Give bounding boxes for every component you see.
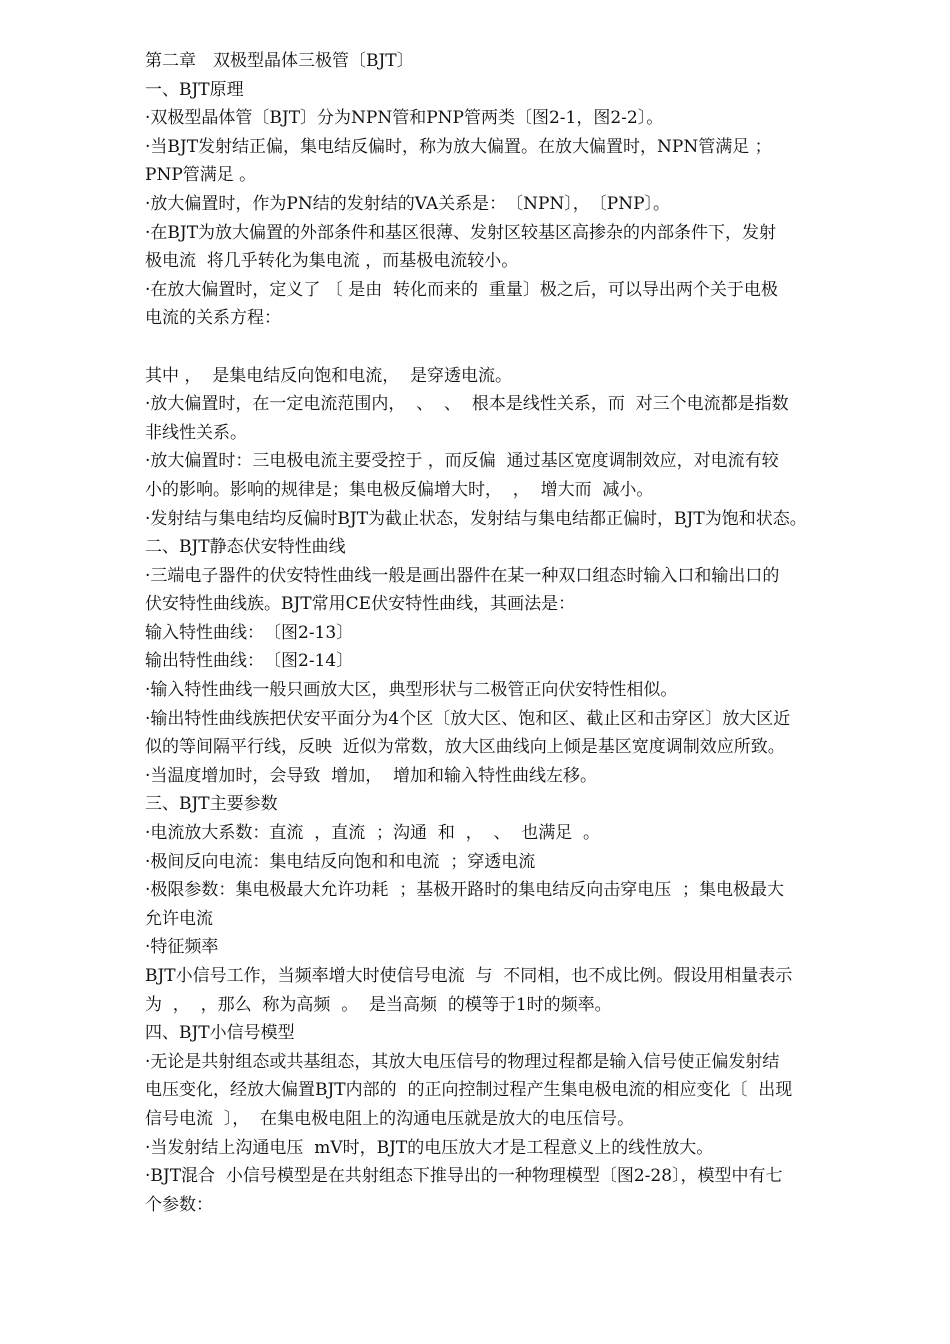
text-line: ·当BJT发射结正偏，集电结反偏时，称为放大偏置。在放大偏置时，NPN管满足 ； xyxy=(145,136,772,157)
text-line: ·放大偏置时，作为PN结的发射结的VA关系是： 〔NPN〕， 〔PNP〕。 xyxy=(145,193,671,214)
text-line: ·输入特性曲线一般只画放大区，典型形状与二极管正向伏安特性相似。 xyxy=(145,680,678,701)
text-line: ·输出特性曲线族把伏安平面分为4个区〔放大区、饱和区、截止区和击穿区〕放大区近 xyxy=(145,708,791,729)
text-line: 输入特性曲线： 〔图2-13〕 xyxy=(145,622,354,643)
section-heading-4: 四、BJT小信号模型 xyxy=(145,1023,295,1044)
text-line: ·无论是共射组态或共基组态，其放大电压信号的物理过程都是输入信号使正偏发射结 xyxy=(145,1051,780,1072)
text-line: PNP管满足 。 xyxy=(145,165,257,186)
text-line: 个参数： xyxy=(145,1194,213,1215)
section-heading-1: 一、BJT原理 xyxy=(145,79,244,100)
text-line: ·放大偏置时：三电极电流主要受控于 ，而反偏 通过基区宽度调制效应，对电流有较 xyxy=(145,451,779,472)
document-body xyxy=(145,47,925,1219)
section-heading-3: 三、BJT主要参数 xyxy=(145,794,278,815)
text-line: ·极限参数：集电极最大允许功耗 ；基极开路时的集电结反向击穿电压 ；集电极最大 xyxy=(145,880,785,901)
text-line: ·BJT混合 小信号模型是在共射组态下推导出的一种物理模型〔图2-28〕，模型中有七 xyxy=(145,1166,783,1187)
text-line: ·特征频率 xyxy=(145,937,219,958)
text-line: 允许电流 xyxy=(145,908,213,929)
text-line: 伏安特性曲线族。BJT常用CE伏安特性曲线，其画法是： xyxy=(145,594,576,615)
text-line: BJT小信号工作，当频率增大时使信号电流 与 不同相，也不成比例。假设用相量表示 xyxy=(145,966,793,986)
text-line: 为 ， ，那么 称为高频 。 是当高频 的模等于1时的频率。 xyxy=(145,994,612,1015)
text-line: 似的等间隔平行线，反映 近似为常数，放大区曲线向上倾是基区宽度调制效应所致。 xyxy=(145,737,785,758)
text-line: 非线性关系。 xyxy=(145,422,247,443)
text-line: ·极间反向电流：集电结反向饱和和电流 ；穿透电流 xyxy=(145,851,536,872)
text-line: 信号电流 〕， 在集电极电阻上的沟通电压就是放大的电压信号。 xyxy=(145,1108,635,1129)
text-line: ·电流放大系数：直流 ，直流 ；沟通 和 ， 、 也满足 。 xyxy=(145,823,601,844)
text-line: 电流的关系方程： xyxy=(145,308,281,329)
text-line: 其中 ， 是集电结反向饱和电流， 是穿透电流。 xyxy=(145,365,513,386)
text-line: ·发射结与集电结均反偏时BJT为截止状态，发射结与集电结都正偏时，BJT为饱和状态。 xyxy=(145,508,807,529)
text-line: ·双极型晶体管〔BJT〕分为NPN管和PNP管两类〔图2-1，图2-2〕。 xyxy=(145,108,664,129)
text-line: ·当温度增加时，会导致 增加， 增加和输入特性曲线左移。 xyxy=(145,765,598,786)
chapter-title: 第二章 双极型晶体三极管〔BJT〕 xyxy=(145,51,414,71)
text-line: ·在BJT为放大偏置的外部条件和基区很薄、发射区较基区高掺杂的内部条件下，发射 xyxy=(145,222,777,243)
text-line: ·在放大偏置时，定义了 〔 是由 转化而来的 重量〕极之后，可以导出两个关于电极 xyxy=(145,279,778,300)
text-line: ·当发射结上沟通电压 mV时，BJT的电压放大才是工程意义上的线性放大。 xyxy=(145,1137,714,1158)
text-line: 电压变化，经放大偏置BJT内部的 的正向控制过程产生集电极电流的相应变化〔 出现 xyxy=(145,1080,793,1101)
text-line: 输出特性曲线： 〔图2-14〕 xyxy=(145,651,354,672)
text-line: 小的影响。影响的规律是；集电极反偏增大时， ， 增大而 减小。 xyxy=(145,479,654,500)
blank-line xyxy=(145,333,925,362)
section-heading-2: 二、BJT静态伏安特性曲线 xyxy=(145,537,346,558)
text-line: ·三端电子器件的伏安特性曲线一般是画出器件在某一种双口组态时输入口和输出口的 xyxy=(145,565,780,586)
text-line: 极电流 将几乎转化为集电流 ，而基极电流较小。 xyxy=(145,251,519,272)
text-line: ·放大偏置时，在一定电流范围内， 、 、 根本是线性关系，而 对三个电流都是指数 xyxy=(145,394,789,415)
